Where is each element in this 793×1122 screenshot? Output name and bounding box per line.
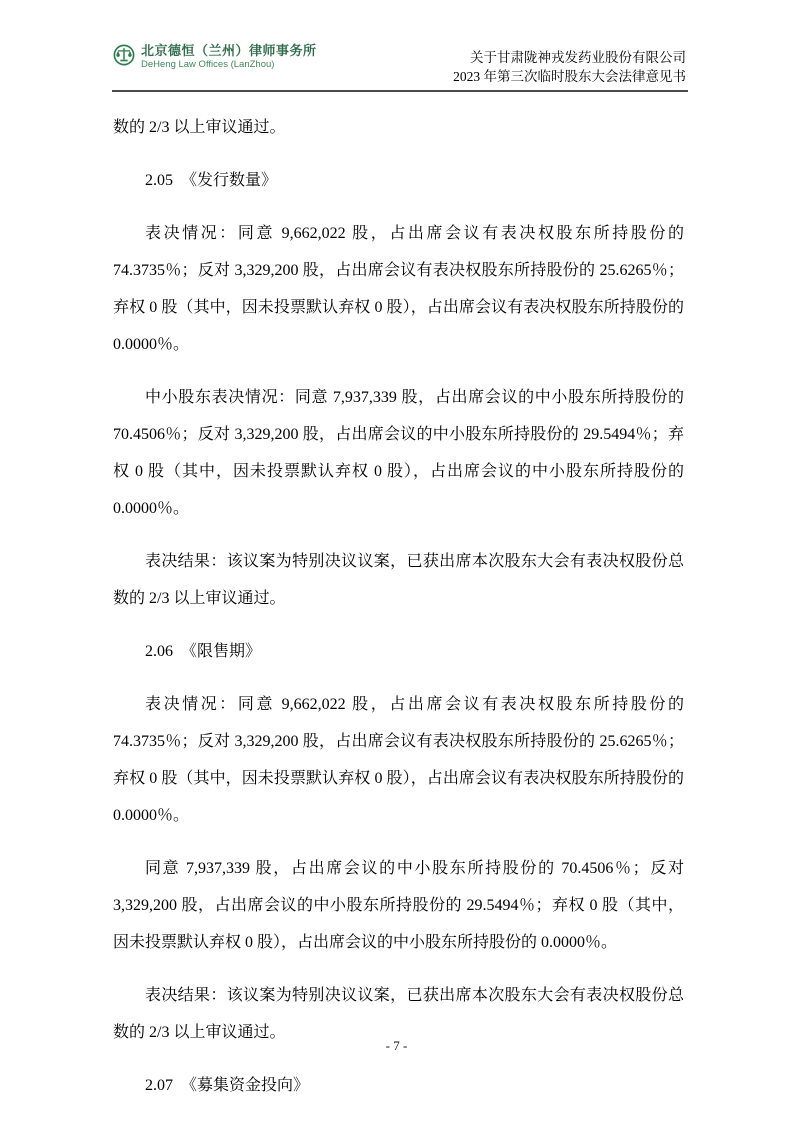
paragraph-continuation: 数的 2/3 以上审议通过。 — [113, 119, 286, 136]
page-number: - 7 - — [385, 1038, 408, 1053]
minority-voting-paragraph: 同意 7,937,339 股，占出席会议的中小股东所持股份的 70.4506％；反对 3,329,200 股，占出席会议的中小股东所持股份的 29.5494％；弃权 0 股（其中，因未投票默认弃权 0 股），占出席会议的中小股东所持股份的 0.0000％。 — [113, 860, 684, 951]
header-divider — [112, 90, 688, 92]
voting-result-paragraph: 表决情况：同意 9,662,022 股，占出席会议有表决权股东所持股份的 74.3735％；反对 3,329,200 股，占出席会议有表决权股东所持股份的 25.6265％；弃权 0 股（其中，因未投票默认弃权 0 股），占出席会议有表决权股东所持股份的 0.0000％。 — [113, 225, 684, 353]
document-title-line1: 关于甘肃陇神戎发药业股份有限公司 — [470, 50, 686, 65]
section-heading-2-05: 2.05 《发行数量》 — [145, 172, 278, 189]
resolution-result-paragraph: 表决结果：该议案为特别决议议案，已获出席本次股东大会有表决权股份总数的 2/3 以上审议通过。 — [113, 553, 684, 607]
document-body — [113, 109, 684, 1104]
law-firm-names — [141, 44, 317, 71]
law-firm-brand — [113, 40, 317, 71]
page-footer — [0, 1038, 793, 1054]
minority-voting-paragraph: 中小股东表决情况：同意 7,937,339 股，占出席会议的中小股东所持股份的 70.4506％；反对 3,329,200 股，占出席会议的中小股东所持股份的 29.5494％；弃权 0 股（其中，因未投票默认弃权 0 股），占出席会议的中小股东所持股份的 0.0000％。 — [113, 389, 684, 517]
document-title-line2: 2023 年第三次临时股东大会法律意见书 — [453, 69, 686, 84]
resolution-result-paragraph: 表决结果：该议案为特别决议议案，已获出席本次股东大会有表决权股份总数的 2/3 以上审议通过。 — [113, 987, 684, 1041]
page-header — [113, 40, 686, 86]
section-heading-2-06: 2.06 《限售期》 — [145, 643, 262, 660]
law-firm-name-zh: 北京德恒（兰州）律师事务所 — [141, 43, 317, 58]
section-heading-2-07: 2.07 《募集资金投向》 — [145, 1077, 310, 1094]
document-title — [453, 40, 686, 86]
scales-of-justice-icon — [113, 44, 135, 66]
law-firm-name-en: DeHeng Law Offices (LanZhou) — [141, 58, 275, 70]
voting-result-paragraph: 表决情况：同意 9,662,022 股，占出席会议有表决权股东所持股份的 74.3735％；反对 3,329,200 股，占出席会议有表决权股东所持股份的 25.6265％；弃权 0 股（其中，因未投票默认弃权 0 股），占出席会议有表决权股东所持股份的 0.0000％。 — [113, 696, 684, 824]
